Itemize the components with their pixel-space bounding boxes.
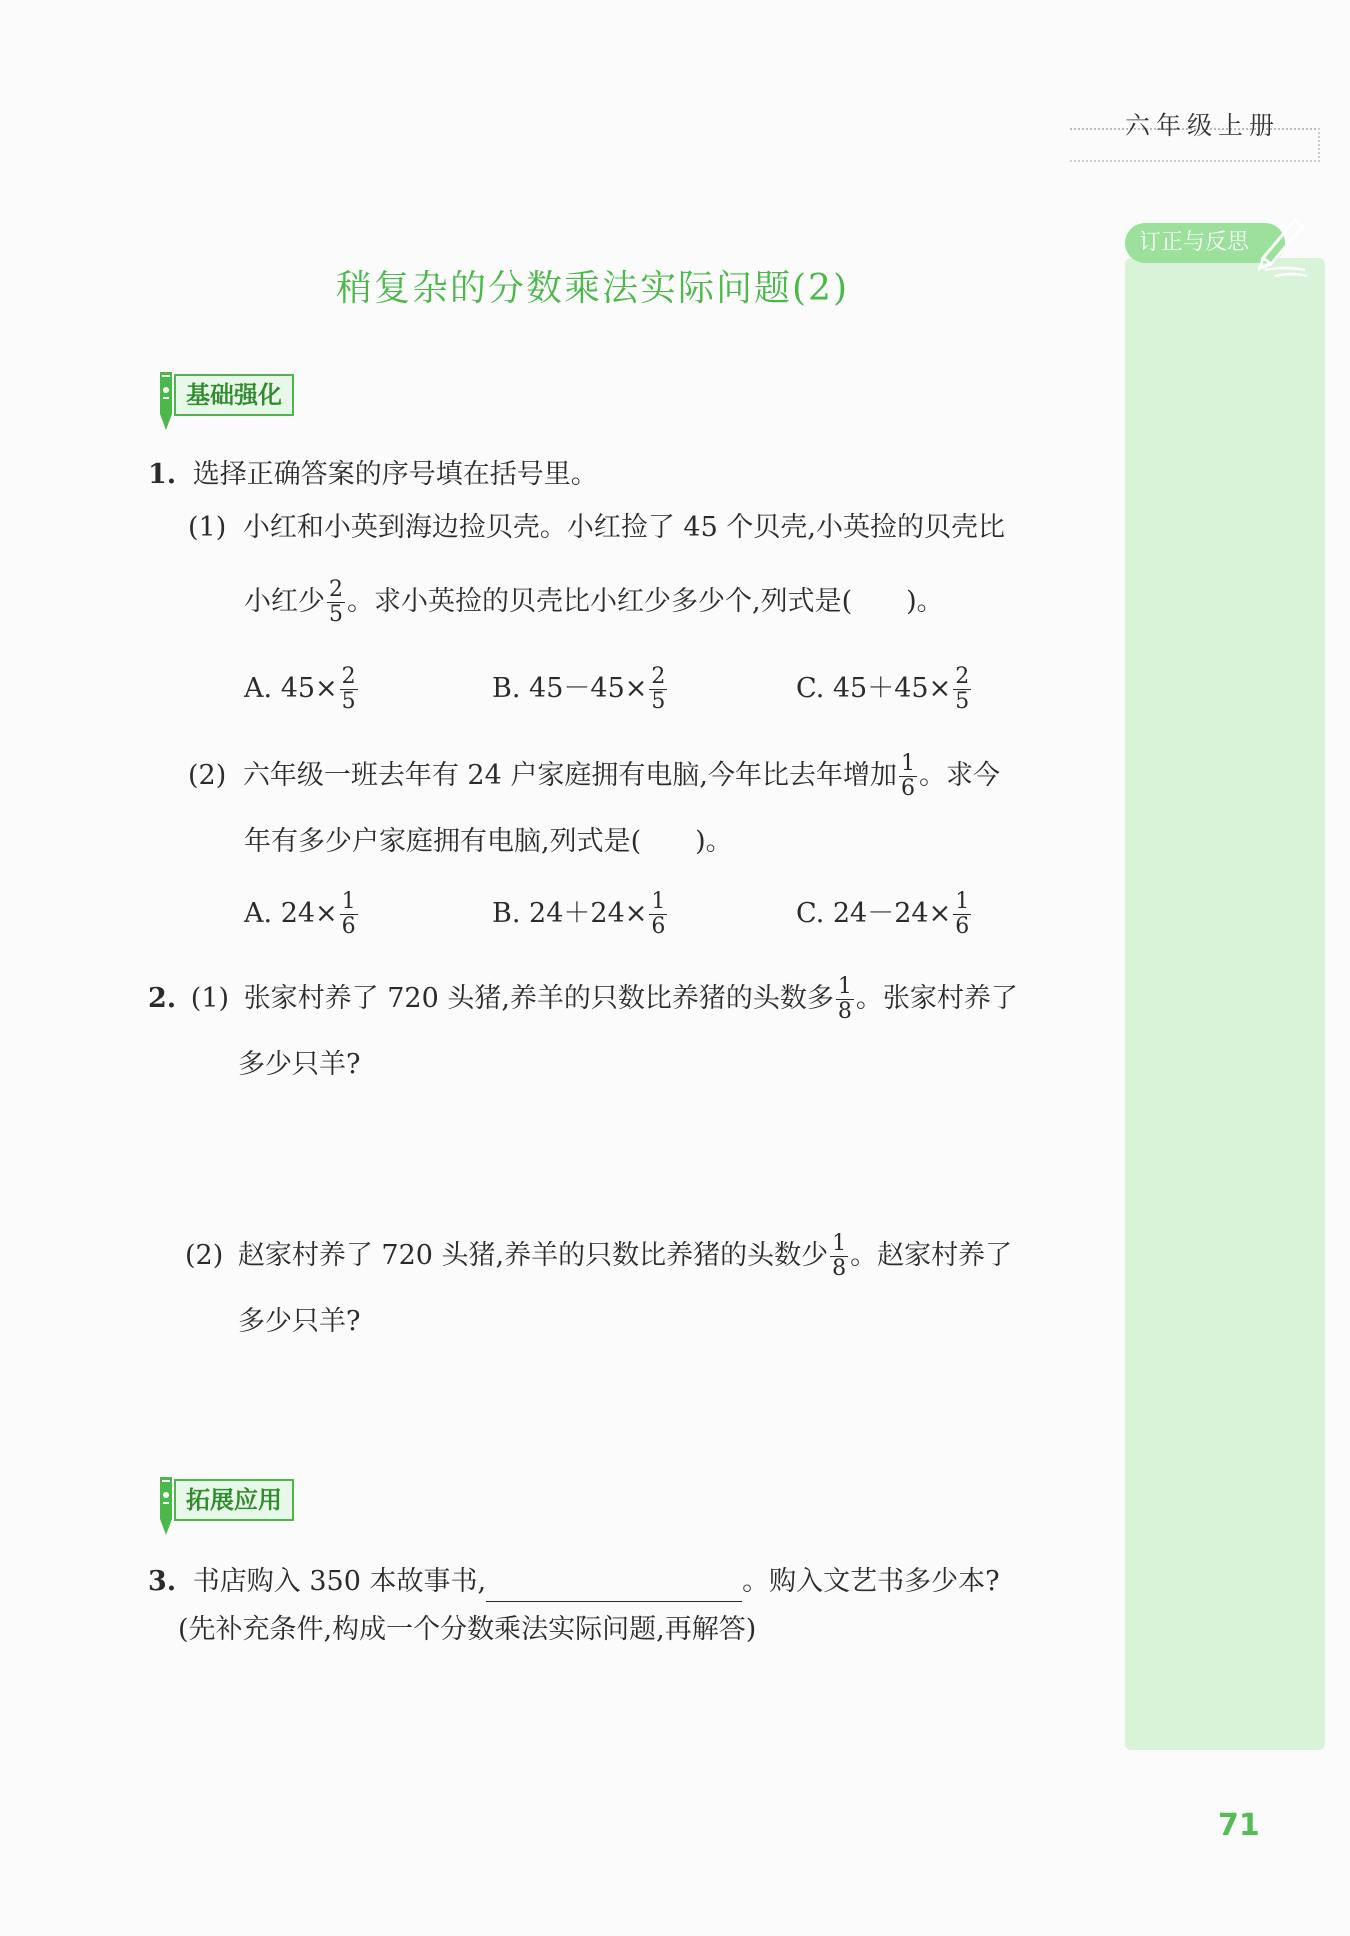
q1-p1-text: 小红和小英到海边捡贝壳。小红捡了 45 个贝壳,小英捡的贝壳比 <box>242 512 1005 543</box>
q2-p1-label: (1) <box>190 983 230 1014</box>
q2-p2-text-post: 。赵家村养了 <box>850 1240 1013 1271</box>
q2-p2-line1 <box>185 1232 1012 1281</box>
q2-p1-text: 多少只羊? <box>238 1049 361 1080</box>
q2-p2-text-pre: 赵家村养了 720 头猪,养羊的只数比养猪的头数少 <box>237 1240 829 1271</box>
q1-p1-option-a[interactable]: A. 45× $\frac{2}{5}$ <box>244 664 356 714</box>
q2-p1-text-post: 。张家村养了 <box>855 983 1018 1014</box>
q1-p2-line2 <box>244 822 733 862</box>
q1-p2-option-c[interactable]: C. 24－24× $\frac{1}{6}$ <box>796 889 970 939</box>
q1-p2-option-a[interactable]: A. 24× $\frac{1}{6}$ <box>244 889 356 939</box>
q3-text-post: 。购入文艺书多少本? <box>742 1566 1000 1597</box>
q3-line1 <box>148 1562 1000 1602</box>
q3-number: 3. <box>148 1566 177 1597</box>
header-dotted-line-bottom <box>1070 160 1320 162</box>
q3-text-pre: 书店购入 350 本故事书, <box>192 1566 487 1597</box>
q1-p1-option-b[interactable]: B. 45－45× $\frac{2}{5}$ <box>492 664 666 714</box>
q1-p2-line1 <box>188 752 1000 801</box>
q1-p1-text-post: 。求小英捡的贝壳比小红少多少个,列式是( )。 <box>347 586 944 617</box>
q1-p1-option-c[interactable]: C. 45＋45× $\frac{2}{5}$ <box>796 664 970 714</box>
q1-p2-label: (2) <box>188 760 227 791</box>
q2-p2-line2 <box>238 1302 360 1342</box>
q3-answer-blank[interactable] <box>486 1571 742 1602</box>
q1-prompt-text: 选择正确答案的序号填在括号里。 <box>192 459 598 490</box>
fraction: $\frac{2}{5}$ <box>329 577 343 627</box>
fraction: $\frac{1}{8}$ <box>832 1231 847 1281</box>
q2-p1-text-pre: 张家村养了 720 头猪,养羊的只数比养猪的头数多 <box>243 983 834 1014</box>
q1-p1-label: (1) <box>188 512 227 543</box>
page-number: 71 <box>1218 1808 1260 1843</box>
page-title: 稍复杂的分数乘法实际问题(2) <box>336 268 849 309</box>
q1-prompt <box>148 455 598 495</box>
correction-tab: 订正与反思 <box>1125 223 1285 263</box>
section-label: 基础强化 <box>174 374 294 416</box>
q1-p2-text: 年有多少户家庭拥有电脑,列式是( )。 <box>244 826 733 857</box>
fraction: $\frac{1}{8}$ <box>837 974 852 1024</box>
q1-p1-text-pre: 小红少 <box>244 586 325 617</box>
q1-p1-line1 <box>188 508 1005 548</box>
q1-p2-text-post: 。求今 <box>918 760 1000 791</box>
q3-instruction: (先补充条件,构成一个分数乘法实际问题,再解答) <box>178 1614 757 1645</box>
fraction: $\frac{1}{6}$ <box>900 751 915 801</box>
grade-label: 六年级上册 <box>1125 111 1281 140</box>
q1-p2-option-b[interactable]: B. 24＋24× $\frac{1}{6}$ <box>492 889 666 939</box>
q2-p2-text: 多少只羊? <box>238 1306 361 1337</box>
q1-p1-line2 <box>244 578 944 627</box>
pencil-icon <box>1255 212 1315 282</box>
q3-line2 <box>178 1610 756 1650</box>
q2-p2-label: (2) <box>185 1240 224 1271</box>
q2-p1-line1 <box>148 975 1018 1024</box>
correction-column <box>1125 258 1325 1750</box>
q2-number: 2. <box>148 983 177 1014</box>
header-dotted-edge <box>1318 128 1320 162</box>
q2-p1-line2 <box>238 1045 360 1085</box>
section-label: 拓展应用 <box>174 1479 294 1521</box>
q1-p2-text-pre: 六年级一班去年有 24 户家庭拥有电脑,今年比去年增加 <box>242 760 897 791</box>
q1-number: 1. <box>148 459 177 490</box>
